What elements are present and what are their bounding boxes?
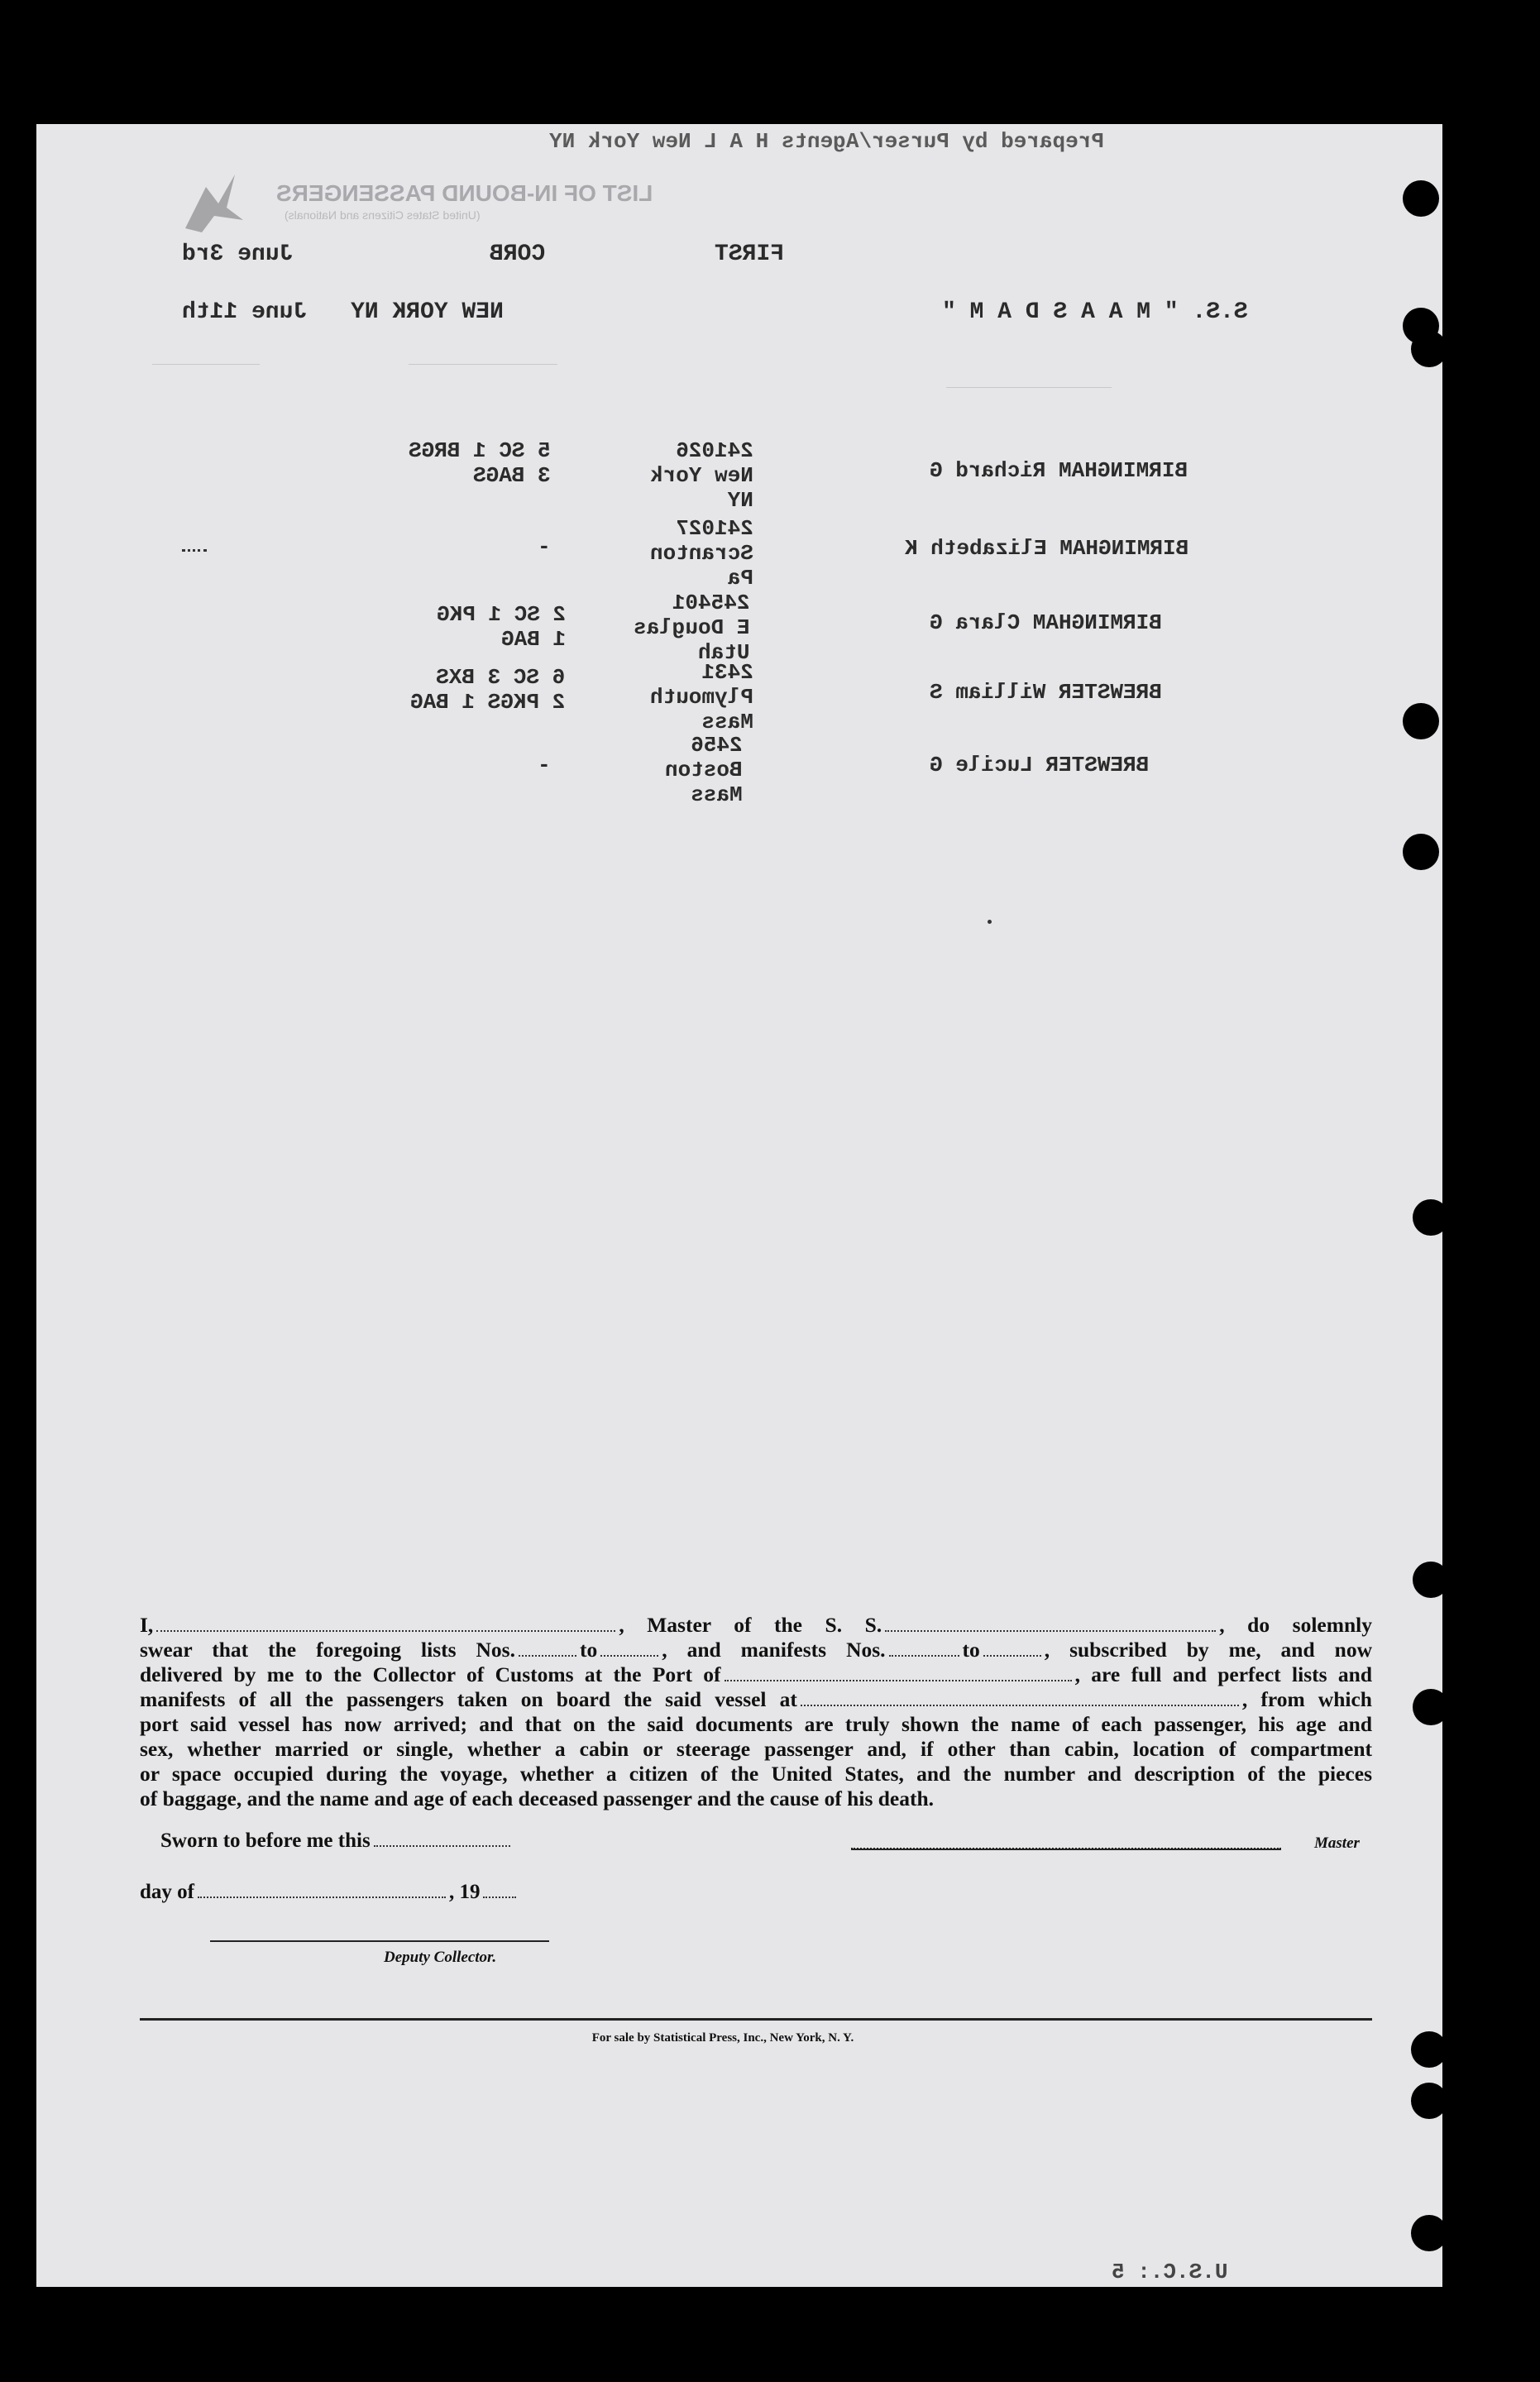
passenger-name: BREWSTER William S — [930, 680, 1162, 705]
passenger-baggage: 5 SC 1 BRGS 3 BAGS — [409, 438, 551, 488]
eagle-emblem-icon — [177, 170, 251, 237]
passenger-passport: 241027 Scranton Pa — [650, 516, 753, 591]
list-subtitle: (United States Citizens and Nationals) — [285, 208, 481, 222]
sailing-date: June 3rd — [182, 242, 294, 267]
arrival-port: NEW YORK NY — [351, 299, 504, 325]
passenger-name: BIRMINGHAM Richard G — [930, 458, 1188, 483]
punch-hole-icon — [1411, 2031, 1442, 2068]
passenger-baggage: - — [538, 534, 551, 559]
deputy-collector-label: Deputy Collector. — [384, 1949, 497, 1966]
passenger-baggage: 6 SC 3 BXS 2 PKGS 1 BAG — [410, 665, 566, 715]
passenger-passport: 2456 Boston Mass — [665, 733, 743, 807]
oath-line: I, , Master of the S. S. , do solemnly — [140, 1613, 1372, 1637]
column-header-faint — [152, 364, 260, 398]
oath-line: delivered by me to the Collector of Customs at the Port of , are full and perfect lists and — [140, 1662, 1372, 1686]
passenger-name: BIRMINGHAM Clara G — [930, 610, 1162, 635]
column-header-faint — [946, 387, 1112, 404]
punch-hole-icon — [1403, 180, 1439, 217]
column-header-faint — [409, 364, 557, 398]
oath-line: swear that the foregoing lists Nos. to , and manifests Nos. to , subscribed by me, and now — [140, 1638, 1372, 1662]
passenger-passport: 245401 E Douglas Utah — [634, 591, 750, 665]
from-port: CORB — [490, 242, 546, 267]
prepared-by-line: Prepared by Purser/Agents H A L New York NY — [549, 129, 1104, 154]
punch-hole-icon — [1413, 1689, 1442, 1725]
passenger-passport: 2431 Plymouth Mass — [650, 660, 753, 734]
oath-line: sex, whether married or single, whether a cabin or steerage passenger and, if other than cabin, location of compartment — [140, 1737, 1372, 1761]
printer-credit: For sale by Statistical Press, Inc., New York, N. Y. — [591, 2031, 854, 2045]
passenger-baggage: - — [538, 753, 551, 777]
punch-hole-icon — [1403, 703, 1439, 739]
punch-hole-icon — [1413, 1199, 1442, 1236]
deputy-signature-line — [210, 1940, 549, 1942]
oath-block — [140, 1613, 1372, 1811]
master-signature-line-solid — [851, 1849, 1281, 1850]
punch-hole-icon — [1403, 834, 1439, 870]
ship-name: S.S. " M A A S D A M " — [942, 299, 1248, 325]
arrival-date: June 11th — [182, 299, 308, 325]
passenger-name: BIRMINGHAM Elizabeth K — [905, 536, 1189, 561]
day-of-label: day of , 19 — [140, 1881, 519, 1904]
oath-line: port said vessel has now arrived; and that on the said documents are truly shown the name of each passenger, his age and — [140, 1712, 1372, 1736]
oath-line: or space occupied during the voyage, whether a citizen of the United States, and the number and description of the pieces — [140, 1762, 1372, 1786]
oath-line: manifests of all the passengers taken on board the said vessel at , from which — [140, 1687, 1372, 1711]
passenger-baggage: 2 SC 1 PKG 1 BAG — [437, 602, 567, 652]
footer-divider — [140, 2018, 1372, 2021]
list-title: LIST OF IN-BOUND PASSENGERS — [276, 180, 653, 206]
passenger-passport: 241026 New York NY — [650, 438, 753, 513]
punch-hole-icon — [1411, 2215, 1442, 2251]
punch-hole-icon — [1411, 331, 1442, 367]
handwritten-mark-icon — [182, 538, 207, 552]
class-label: FIRST — [715, 242, 785, 267]
punch-hole-icon — [1411, 2083, 1442, 2119]
punch-hole-icon — [1413, 1562, 1442, 1598]
sworn-label: Sworn to before me this — [160, 1830, 514, 1853]
master-label: Master — [1314, 1834, 1360, 1852]
form-code: U.S.C.: 5 — [1112, 2260, 1228, 2284]
passenger-name: BREWSTER Lucile G — [930, 753, 1150, 777]
pencil-dot-icon — [988, 920, 992, 924]
manifest-page — [36, 124, 1442, 2287]
oath-line: of baggage, and the name and age of each deceased passenger and the cause of his death. — [140, 1786, 935, 1810]
